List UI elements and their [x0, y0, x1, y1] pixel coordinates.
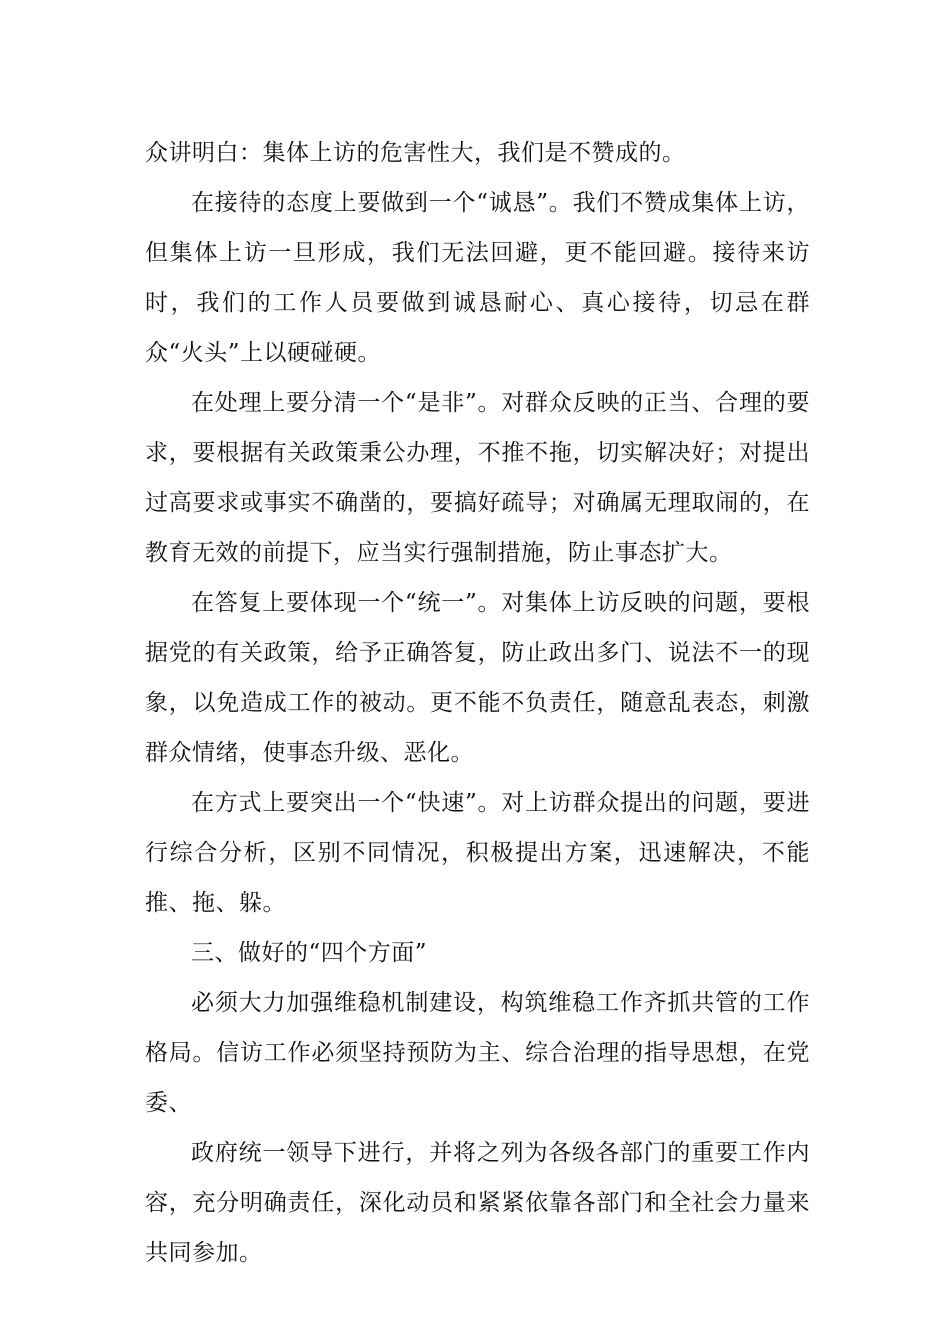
paragraph-reply-unified: 在答复上要体现一个“统一”。对集体上访反映的问题，要根据党的有关政策，给予正确答复，防止政出多门、说法不一的现象，以免造成工作的被动。更不能不负责任，随意乱表态，刺激群众情绪，使事态升级、恶化。 [145, 590, 810, 766]
paragraph-method-fast: 在方式上要突出一个“快速”。对上访群众提出的问题，要进行综合分析，区别不同情况，积极提出方案，迅速解决，不能推、拖、躲。 [145, 790, 810, 916]
paragraph-stability-mechanism: 必须大力加强维稳机制建设，构筑维稳工作齐抓共管的工作格局。信访工作必须坚持预防为主、综合治理的指导思想，在党委、 [145, 990, 810, 1116]
document-body [145, 128, 810, 1278]
paragraph-government-leadership: 政府统一领导下进行，并将之列为各级各部门的重要工作内容，充分明确责任，深化动员和紧紧依靠各部门和全社会力量来共同参加。 [145, 1140, 810, 1266]
paragraph-continuation: 众讲明白：集体上访的危害性大，我们是不赞成的。 [145, 140, 686, 166]
paragraph-handling-right-wrong: 在处理上要分清一个“是非”。对群众反映的正当、合理的要求，要根据有关政策秉公办理，不推不拖，切实解决好；对提出过高要求或事实不确凿的，要搞好疏导；对确属无理取闹的，在教育无效的前提下，应当实行强制措施，防止事态扩大。 [145, 390, 810, 566]
paragraph-reception-attitude: 在接待的态度上要做到一个“诚恳”。我们不赞成集体上访，但集体上访一旦形成，我们无法回避，更不能回避。接待来访时，我们的工作人员要做到诚恳耐心、真心接待，切忌在群众“火头”上以硬碰硬。 [145, 190, 810, 366]
section-heading-four-aspects: 三、做好的“四个方面” [191, 940, 428, 966]
